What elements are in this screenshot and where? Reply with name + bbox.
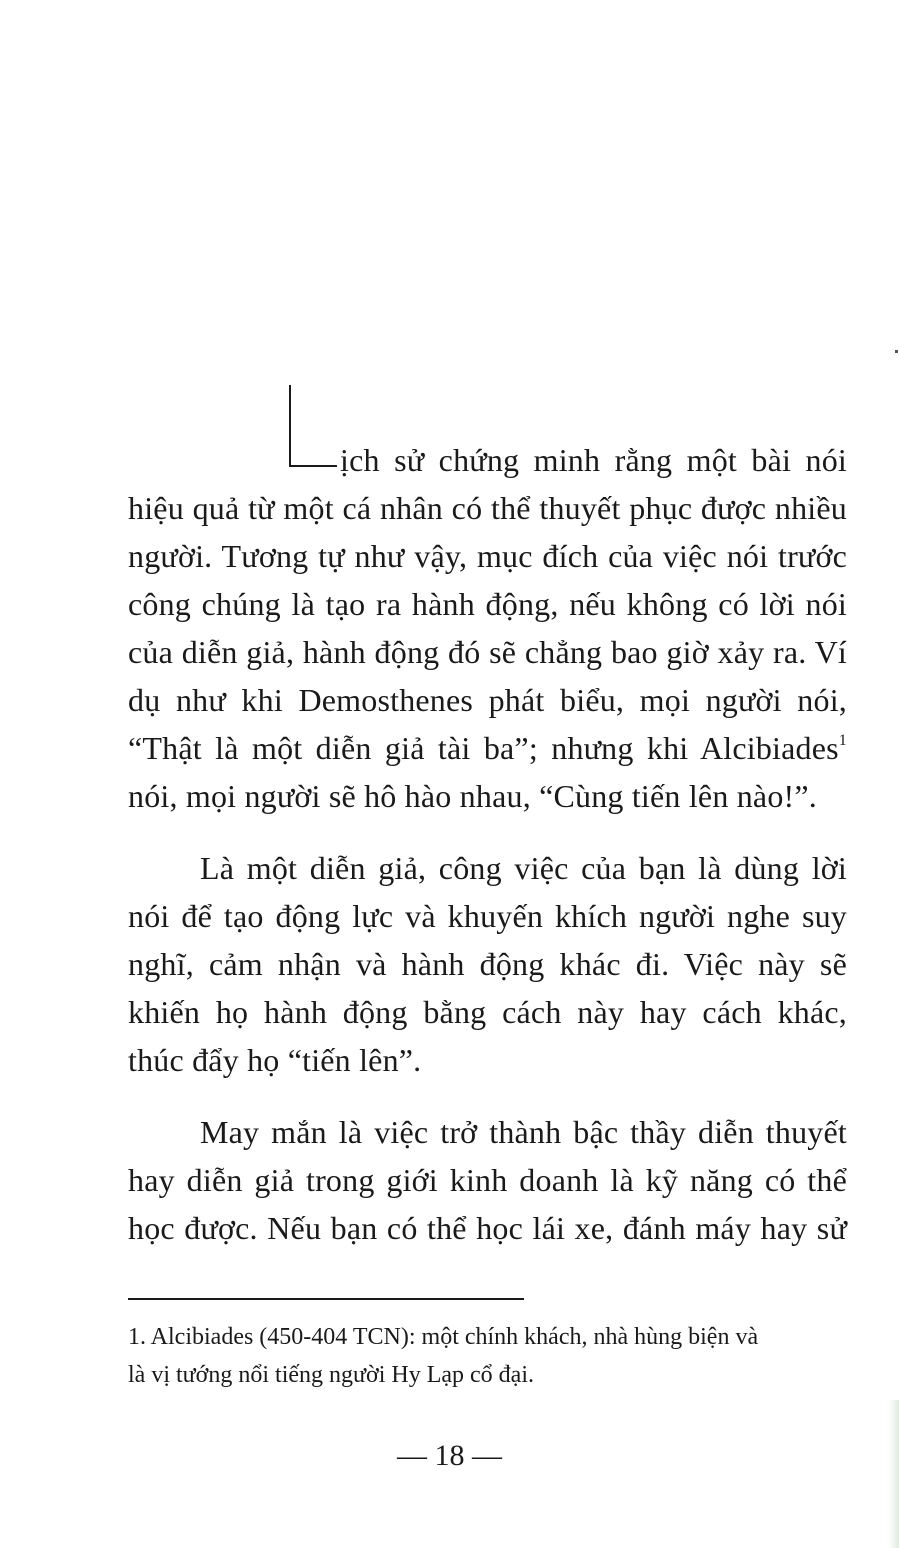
footnote-line: 1. Alcibiades (450-404 TCN): một chính khách, nhà hùng biện và [128, 1324, 759, 1350]
footnote-reference: 1 [838, 732, 847, 749]
paragraph-line: khiến họ hành động bằng cách này hay cách khác, [128, 994, 847, 1030]
paragraph-line-with-footnote [128, 728, 847, 768]
paragraph-line-text: “Thật là một diễn giả tài ba”; nhưng khi Alcibiades [128, 730, 839, 766]
paragraph-line: học được. Nếu bạn có thể học lái xe, đánh máy hay sử [128, 1210, 847, 1246]
drop-cap [289, 385, 337, 467]
scan-speck [895, 350, 898, 353]
paragraph-line: dụ như khi Demosthenes phát biểu, mọi người nói, [128, 682, 847, 718]
paragraph-line: thúc đẩy họ “tiến lên”. [128, 1042, 422, 1078]
paragraph-line: Là một diễn giả, công việc của bạn là dùng lời [200, 850, 847, 886]
paragraph-line: ịch sử chứng minh rằng một bài nói [340, 442, 847, 478]
footnote-divider [128, 1298, 524, 1300]
page-number: — 18 — [397, 1439, 502, 1472]
paragraph-line: nói để tạo động lực và khuyến khích người nghe suy [128, 898, 847, 934]
footnote-line: là vị tướng nổi tiếng người Hy Lạp cổ đại. [128, 1362, 534, 1388]
paragraph-line: nói, mọi người sẽ hô hào nhau, “Cùng tiến lên nào!”. [128, 778, 817, 814]
paragraph-line: của diễn giả, hành động đó sẽ chẳng bao giờ xảy ra. Ví [128, 634, 847, 670]
paragraph-line: người. Tương tự như vậy, mục đích của việc nói trước [128, 538, 847, 574]
paragraph-line: hay diễn giả trong giới kinh doanh là kỹ năng có thể [128, 1162, 847, 1198]
paragraph-line: nghĩ, cảm nhận và hành động khác đi. Việc này sẽ [128, 946, 847, 982]
paragraph-line: hiệu quả từ một cá nhân có thể thuyết phục được nhiều [128, 490, 847, 526]
paragraph-line: May mắn là việc trở thành bậc thầy diễn thuyết [200, 1114, 847, 1150]
page-edge-shadow [889, 1400, 899, 1548]
paragraph-line: công chúng là tạo ra hành động, nếu không có lời nói [128, 586, 847, 622]
